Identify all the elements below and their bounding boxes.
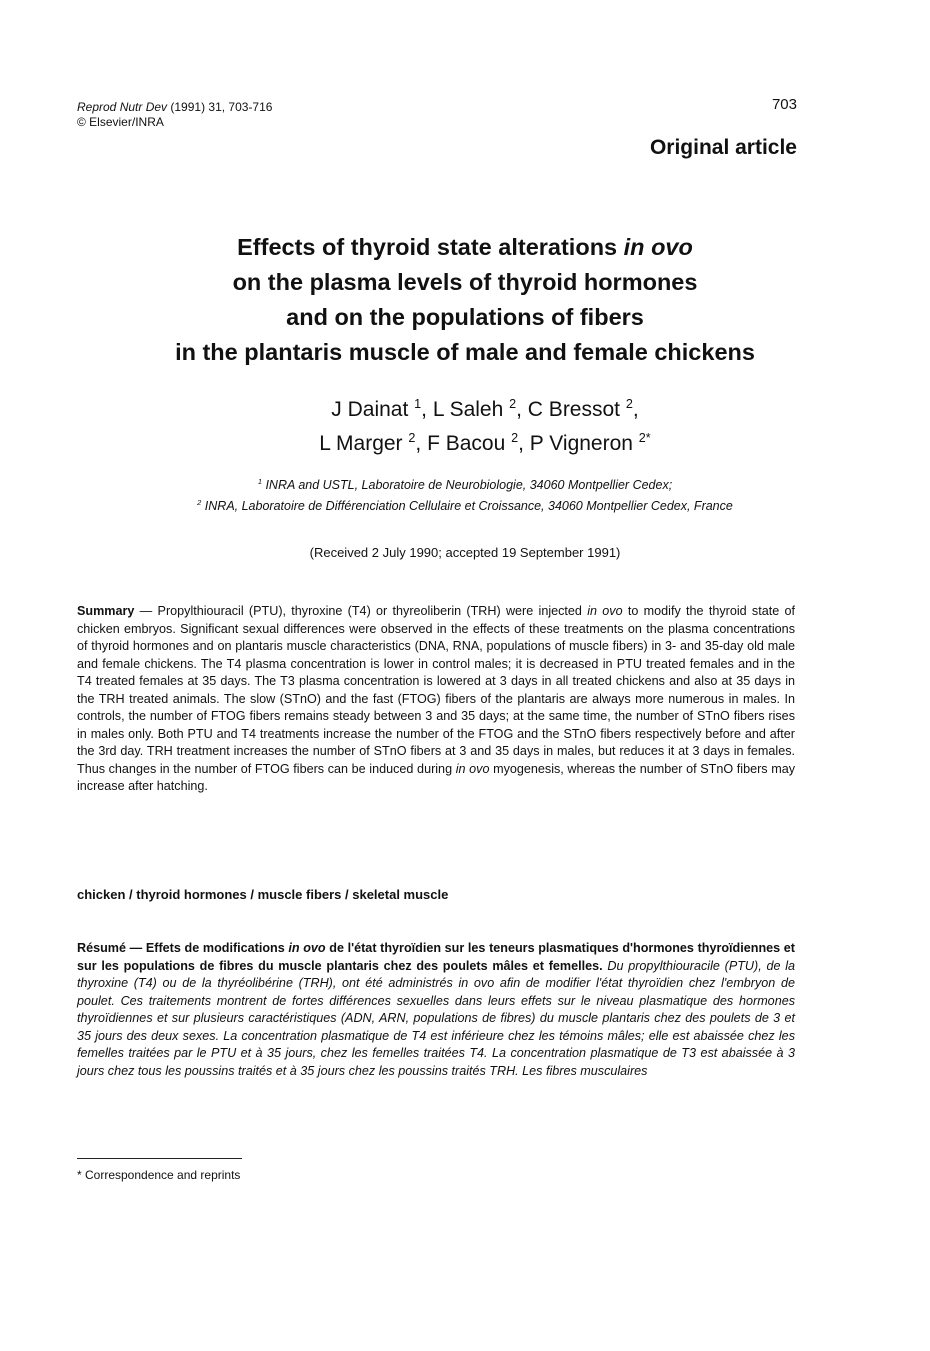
affil-marker: 2: [408, 431, 416, 445]
affiliations: [40, 473, 890, 515]
resume-in-ovo: in ovo: [288, 941, 326, 955]
summary-text: — Propylthiouracil (PTU), thyroxine (T4) or thyreoliberin (TRH) were injected: [134, 604, 588, 618]
summary-text: to modify the thyroid state of chicken embryos. Significant sexual differences were observed in the effects of these treatments on the plasma concentrations of thyroid hormones and on plantaris muscle characteristics (DNA, RNA, populations of muscle fibers) in 3- and 35-day old male and female chickens. The T4 plasma concentration is lower in control males; it is decreased in PTU treated females and in the T4 treated females at 35 days. The T3 plasma concentration is lowered at 3 days in all treated chickens and also at 35 days in the TRH treated animals. The slow (STnO) and the fast (FTOG) fibers of the plantaris are always more numerous in males. In controls, the number of FTOG fibers remains steady between 3 and 35 days; at the same time, the number of STnO fibers rises in males only. Both PTU and T4 treatments increase the number of the FTOG and the STnO fibers respectively before and after the 3rd day. TRH treatment increases the number of STnO fibers at 3 and 35 days in males, but reduces it at 3 days in females. Thus changes in the number of FTOG fibers can be induced during: [77, 604, 795, 776]
journal-name: Reprod Nutr Dev: [77, 100, 168, 114]
resume-heading-cont: de l'état thyroïdien sur les teneurs plasmatiques d'hormones thyroïdiennes et sur les populations de fibres du muscle plantaris chez des poulets mâles et femelles.: [77, 941, 795, 973]
authors-line-1: [100, 390, 870, 424]
page-number: 703: [771, 96, 797, 113]
summary-abstract: [77, 603, 795, 796]
affil-number: 1: [257, 477, 262, 486]
author-bacou: , F Bacou: [415, 432, 512, 455]
footnote: * Correspondence and reprints: [77, 1168, 241, 1182]
affil-marker: 2: [625, 397, 633, 411]
summary-text: myogenesis, whereas the number of STnO fibers may increase after hatching.: [77, 761, 796, 793]
resume-heading: Résumé — Effets de modifications: [77, 941, 289, 955]
author-separator: ,: [632, 398, 639, 421]
author-list: [60, 390, 870, 458]
publisher: © Elsevier/INRA: [77, 115, 164, 129]
author-saleh: , L Saleh: [421, 398, 510, 421]
summary-in-ovo: in ovo: [455, 761, 490, 776]
article-title: [60, 230, 870, 370]
title-line-3: and on the populations of fibers: [286, 304, 644, 330]
authors-line-2: [100, 424, 870, 458]
affil-number: 2: [197, 498, 202, 508]
affiliation-2: [40, 494, 890, 515]
affil-marker: 2*: [638, 431, 651, 445]
keywords: chicken / thyroid hormones / muscle fibers / skeletal muscle: [77, 887, 449, 902]
summary-in-ovo: in ovo: [587, 604, 623, 618]
title-in-ovo: in ovo: [623, 234, 693, 260]
resume-text: Du propylthiouracile (PTU), de la thyroxine (T4) ou de la thyréolibérine (TRH), ont été administrés in ovo afin de modifier l'état thyroïdien chez l'embryon de poulet. Ces traitements montrent de fortes différences sexuelles dans leurs effets sur le niveau plasmatique des hormones thyroïdiennes et sur plusieurs caractéristiques (ADN, ARN, populations de fibres) du muscle plantaris chez des poulets de 3 et 35 jours des deux sexes. La concentration plasmatique de T4 est inférieure chez les témoins mâles; elle est abaissée chez les femelles traitées par le PTU et à 35 jours, chez les femelles traitées T4. La concentration plasmatique de T3 est abaissée à 3 jours chez tous les poussins traités et à 35 jours chez les poussins traités TRH. Les fibres musculaires: [77, 958, 795, 1078]
affil-marker: 2: [509, 397, 517, 411]
summary-label: Summary: [77, 604, 135, 618]
footnote-divider: [77, 1158, 242, 1159]
author-marger: L Marger: [319, 432, 409, 455]
affiliation-1-text: INRA and USTL, Laboratoire de Neurobiologie, 34060 Montpellier Cedex;: [261, 478, 673, 493]
journal-volume: (1991) 31, 703-716: [167, 100, 273, 114]
resume-abstract: [77, 940, 795, 1080]
journal-citation: [77, 100, 272, 130]
affiliation-1: [40, 473, 890, 494]
affiliation-2-text: INRA, Laboratoire de Différenciation Cellulaire et Croissance, 34060 Montpellier Cedex, France: [201, 499, 733, 514]
title-line-1-text: Effects of thyroid state alterations: [237, 234, 624, 260]
author-dainat: J Dainat: [331, 398, 415, 421]
title-line-1: [60, 230, 870, 265]
article-type: Original article: [649, 136, 797, 159]
author-bressot: , C Bressot: [516, 398, 626, 421]
received-dates: (Received 2 July 1990; accepted 19 September 1991): [309, 545, 621, 560]
affil-marker: 2: [511, 431, 519, 445]
affil-marker: 1: [414, 397, 422, 411]
title-line-2: on the plasma levels of thyroid hormones: [232, 269, 698, 295]
author-vigneron: , P Vigneron: [518, 432, 639, 455]
title-line-4: in the plantaris muscle of male and female chickens: [175, 339, 755, 365]
